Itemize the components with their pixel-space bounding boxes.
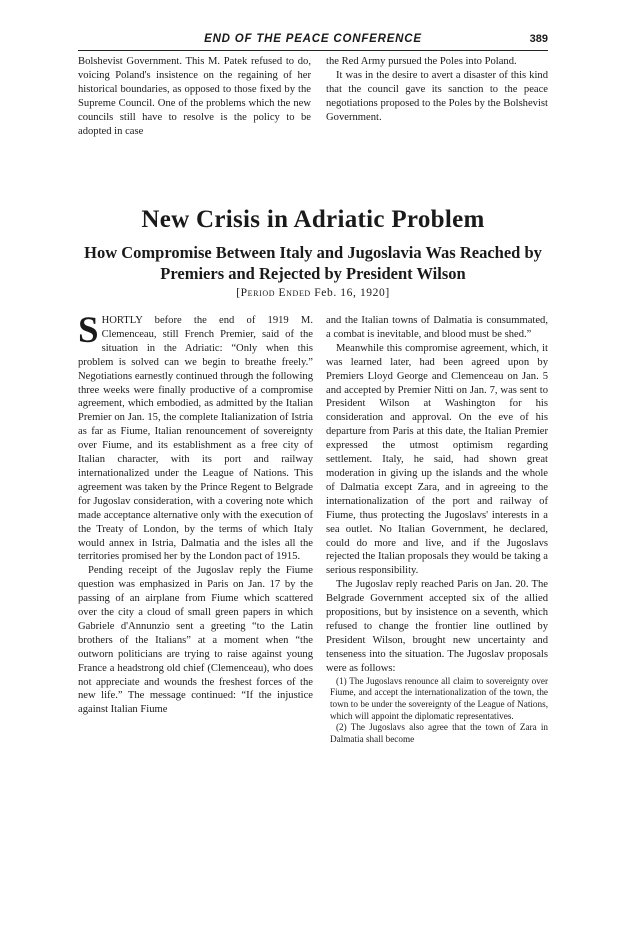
paragraph: Meanwhile this compromise agreement, which, it was learned later, had been agreed upon by Premiers Lloyd George and Clemenceau on Jan. 5 and accepted by Premier Nitti on Jan. 7, was sent to President Wilson at Washington for his consideration and approval. On the eve of his departure from Paris at this date, the Italian Premier expressed the utmost optimism regarding settlement. Italy, he said, had shown great moderation in giving up the islands and the whole of Dalmatia except Zara, and in agreeing to the internationalization of the port and railway of Fiume, thus protecting the Jugoslavs' interests in a sea outlet. No Italian Government, he declared, could do more and live, and if the Jugoslavs rejected the Italian proposals they would be taking a serious responsibility. [326, 342, 548, 577]
article-subtitle: How Compromise Between Italy and Jugoslavia Was Reached by Premiers and Rejected by President Wilson [84, 243, 542, 283]
preceding-article-right-column [326, 55, 548, 125]
page-number: 389 [529, 33, 548, 45]
opening-paragraph-text: HORTLY before the end of 1919 M. Clemenceau, still French Premier, said of the situation in the Adriatic: “Only when this problem is solved can we begin to breathe freely.” Negotiations earnestly continued through the following three weeks were finally productive of a compromise agreement, which embodied, as admitted by the Italian Premier on Jan. 15, the complete Italianization of Istria as far as Fiume, Italian renouncement of sovereignty over Fiume, and its establishment as a free city of Italian character, with its port and railway internationalized under the League of Nations. This agreement was taken by the Prince Regent to Belgrade for Jugoslav consideration, with a covering note which made acceptance alternative only with the execution of the Treaty of London, by the terms of which Italy would annex in Istria, Dalmatia and the isles all the territories promised her by the London pact of 1915. [78, 315, 313, 563]
running-head: END OF THE PEACE CONFERENCE [204, 33, 422, 45]
proposal-item: (2) The Jugoslavs also agree that the town of Zara in Dalmatia shall become [330, 722, 548, 745]
paragraph-continued: and the Italian towns of Dalmatia is consummated, a combat is inevitable, and blood must be shed.” [326, 315, 548, 340]
opening-paragraph [78, 310, 313, 564]
preceding-paragraph: Bolshevist Government. This M. Patek refused to do, voicing Poland's insistence on the regaining of her historical boundaries, as opposed to those fixed by the Supreme Council. One of the problems which the new councils still have to resolve is the policy to be adopted in case [78, 56, 311, 137]
preceding-paragraph-end: the Red Army pursued the Poles into Poland. [326, 56, 517, 67]
period-date: Feb. 16, 1920] [314, 287, 390, 299]
period-prefix: [Period Ended [236, 287, 311, 299]
preceding-paragraph: It was in the desire to avert a disaster of this kind that the council gave its sanction to the peace negotiations proposed to the Poles by the Bolshevist Government. [326, 69, 548, 123]
drop-cap: S [78, 310, 99, 351]
period-line [78, 287, 548, 299]
jugoslav-proposals-quote [326, 676, 548, 746]
paragraph: Pending receipt of the Jugoslav reply the Fiume question was emphasized in Paris on Jan. 17 by the passing of an airplane from Fiume which scattered over the city a cloud of small green papers in which Gabriele d'Annunzio sent a greeting “to the Latin brothers of the Italians” at a moment when “the outworn politicians are trying to raise against young France a headstrong old chief (Clemenceau), who does not appreciate and wounds the freshest forces of the new life.” The message continued: “If the injustice against Italian Fiume [78, 565, 313, 716]
article-right-column [326, 314, 548, 746]
preceding-article-left-column [78, 55, 311, 138]
proposal-item: (1) The Jugoslavs renounce all claim to sovereignty over Fiume, and accept the internationalization of the town, the town to be under the sovereignty of the League of Nations, which will appoint the diplomatic representatives. [330, 675, 548, 721]
article-left-column [78, 310, 313, 717]
article-title: New Crisis in Adriatic Problem [141, 206, 485, 233]
header-rule [78, 50, 548, 51]
paragraph: The Jugoslav reply reached Paris on Jan. 20. The Belgrade Government accepted six of the allied propositions, but by insistence on a seventh, which refused to change the frontier line outlined by President Wilson, brought new uncertainty and tenseness into the situation. The Jugoslav proposals were as follows: [326, 579, 548, 674]
